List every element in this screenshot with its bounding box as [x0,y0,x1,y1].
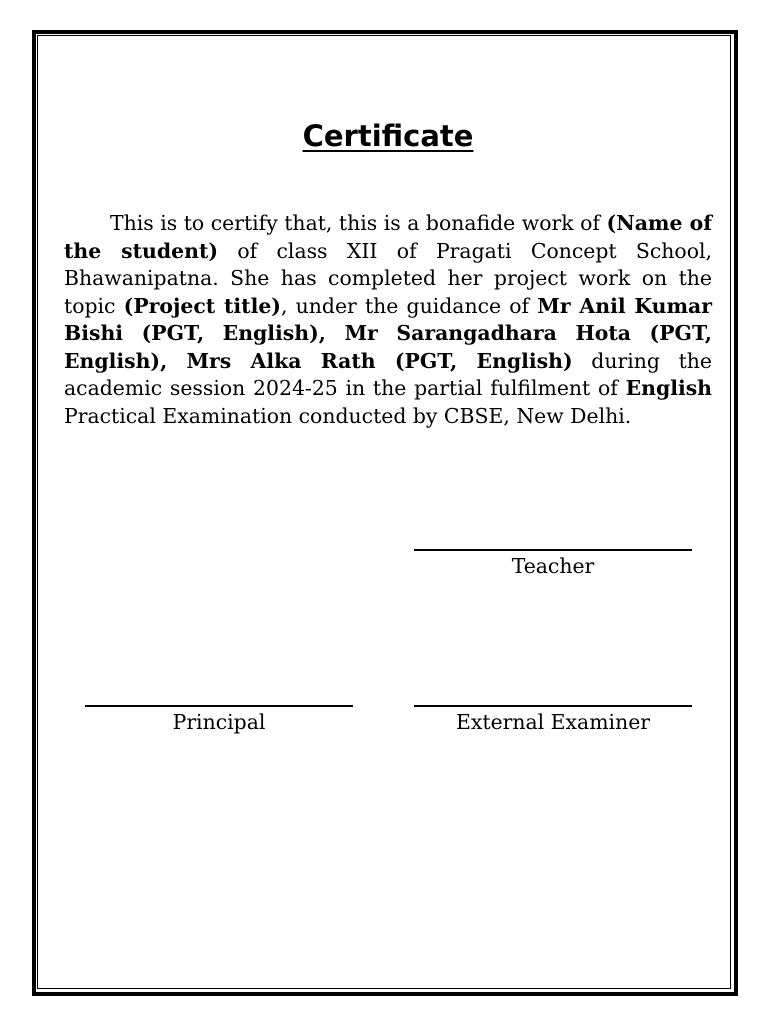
principal-signature-block [85,705,353,734]
signature-line [85,705,353,707]
external-examiner-label: External Examiner [455,710,651,734]
signature-line [414,549,692,551]
project-title: (Project title) [123,293,281,318]
body-text-part: Practical Examination conducted by CBSE, New Delhi. [64,403,632,428]
page-border-inner [37,35,731,989]
body-text-part: during the academic session 2024-25 in the partial fulfilment of [64,348,712,400]
teacher-label: Teacher [511,554,595,578]
principal-label: Principal [172,710,266,734]
body-text-part: , under the guidance of [280,293,538,318]
student-name: (Name of the student) [64,211,712,263]
body-text-part: This is to certify that, this is a bonafide work of [110,211,607,235]
guide-names: Mr Anil Kumar Bishi (PGT, English), Mr Sarangadhara Hota (PGT, English), Mrs Alka Rath (PGT, English) [64,293,713,373]
external-examiner-signature-block [414,705,692,734]
signature-line [414,705,692,707]
certificate-body [64,210,712,430]
teacher-signature-block [414,549,692,578]
certificate-title: Certificate [302,119,474,153]
subject-name: English [625,376,712,400]
body-text-part: of class XII of Pragati Concept School, Bhawanipatna. She has completed her project work on the topic [64,238,712,318]
